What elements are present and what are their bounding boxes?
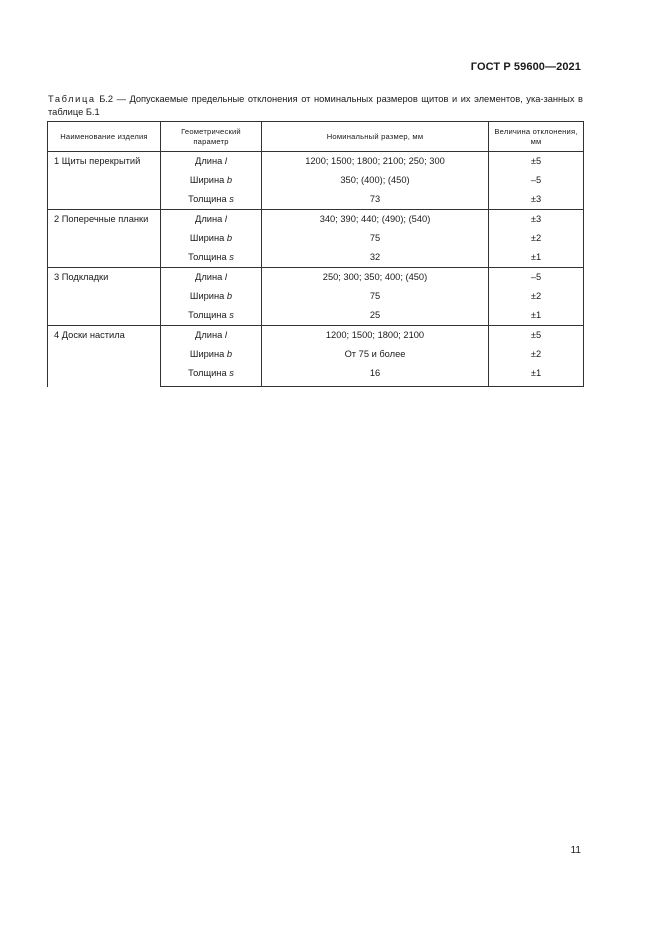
parameter-label: Толщина <box>188 252 227 262</box>
parameter-cell <box>161 326 262 346</box>
nominal-size-cell: 73 <box>262 190 489 210</box>
parameter-symbol: b <box>226 175 233 185</box>
deviation-cell: –5 <box>489 171 584 190</box>
table-row <box>48 326 584 346</box>
parameter-label: Ширина <box>189 233 225 243</box>
parameter-label: Толщина <box>188 368 227 378</box>
product-name-cell: 1 Щиты перекрытий <box>48 152 161 210</box>
deviation-cell: ±3 <box>489 190 584 210</box>
parameter-label: Длина <box>195 156 223 166</box>
deviation-cell: ±1 <box>489 364 584 387</box>
table-caption-text: Б.2 — Допускаемые предельные отклонения от номинальных размеров щитов и их элементов, ука-занных в таблице Б.1 <box>48 94 583 117</box>
table-row <box>48 210 584 230</box>
parameter-cell <box>161 345 262 364</box>
deviation-cell: ±1 <box>489 306 584 326</box>
parameter-label: Толщина <box>188 310 227 320</box>
product-name-cell: 2 Поперечные планки <box>48 210 161 268</box>
deviation-cell: ±1 <box>489 248 584 268</box>
product-name-cell: 3 Подкладки <box>48 268 161 326</box>
parameter-label: Ширина <box>189 291 225 301</box>
nominal-size-cell: 75 <box>262 287 489 306</box>
parameter-symbol: s <box>229 368 234 378</box>
deviations-table <box>47 121 584 387</box>
parameter-cell <box>161 229 262 248</box>
nominal-size-cell: 25 <box>262 306 489 326</box>
product-name-cell: 4 Доски настила <box>48 326 161 387</box>
table-caption <box>48 93 583 119</box>
nominal-size-cell: 250; 300; 350; 400; (450) <box>262 268 489 288</box>
nominal-size-cell: 1200; 1500; 1800; 2100 <box>262 326 489 346</box>
parameter-cell <box>161 287 262 306</box>
nominal-size-cell: 75 <box>262 229 489 248</box>
deviation-cell: ±2 <box>489 287 584 306</box>
header-product-name: Наименование изделия <box>48 122 161 152</box>
parameter-cell <box>161 171 262 190</box>
nominal-size-cell: От 75 и более <box>262 345 489 364</box>
parameter-symbol: l <box>224 214 227 224</box>
parameter-symbol: l <box>224 272 227 282</box>
deviation-cell: ±3 <box>489 210 584 230</box>
deviation-cell: –5 <box>489 268 584 288</box>
parameter-cell <box>161 364 262 387</box>
parameter-label: Толщина <box>188 194 227 204</box>
header-geometric-parameter: Геометрический параметр <box>161 122 262 152</box>
parameter-symbol: s <box>229 252 234 262</box>
parameter-label: Длина <box>195 272 223 282</box>
parameter-label: Ширина <box>189 175 225 185</box>
deviation-cell: ±5 <box>489 326 584 346</box>
parameter-label: Длина <box>195 214 223 224</box>
header-nominal-size: Номинальный размер, мм <box>262 122 489 152</box>
parameter-symbol: b <box>226 291 233 301</box>
parameter-cell <box>161 248 262 268</box>
nominal-size-cell: 16 <box>262 364 489 387</box>
deviation-cell: ±5 <box>489 152 584 172</box>
deviation-cell: ±2 <box>489 345 584 364</box>
parameter-cell <box>161 210 262 230</box>
nominal-size-cell: 1200; 1500; 1800; 2100; 250; 300 <box>262 152 489 172</box>
table-header-row <box>48 122 584 152</box>
parameter-cell <box>161 268 262 288</box>
header-deviation: Величина отклонения, мм <box>489 122 584 152</box>
nominal-size-cell: 32 <box>262 248 489 268</box>
nominal-size-cell: 340; 390; 440; (490); (540) <box>262 210 489 230</box>
table-row <box>48 268 584 288</box>
parameter-cell <box>161 306 262 326</box>
parameter-label: Длина <box>195 330 223 340</box>
deviation-cell: ±2 <box>489 229 584 248</box>
table-caption-prefix: Таблица <box>48 94 96 104</box>
parameter-symbol: l <box>224 156 227 166</box>
parameter-symbol: s <box>229 310 234 320</box>
page-number: 11 <box>570 845 581 856</box>
parameter-symbol: b <box>226 233 233 243</box>
nominal-size-cell: 350; (400); (450) <box>262 171 489 190</box>
table-body <box>48 152 584 387</box>
parameter-symbol: l <box>224 330 227 340</box>
parameter-cell <box>161 152 262 172</box>
parameter-symbol: b <box>226 349 233 359</box>
parameter-label: Ширина <box>189 349 225 359</box>
table-row <box>48 152 584 172</box>
parameter-symbol: s <box>229 194 234 204</box>
document-code: ГОСТ Р 59600—2021 <box>470 61 581 73</box>
parameter-cell <box>161 190 262 210</box>
